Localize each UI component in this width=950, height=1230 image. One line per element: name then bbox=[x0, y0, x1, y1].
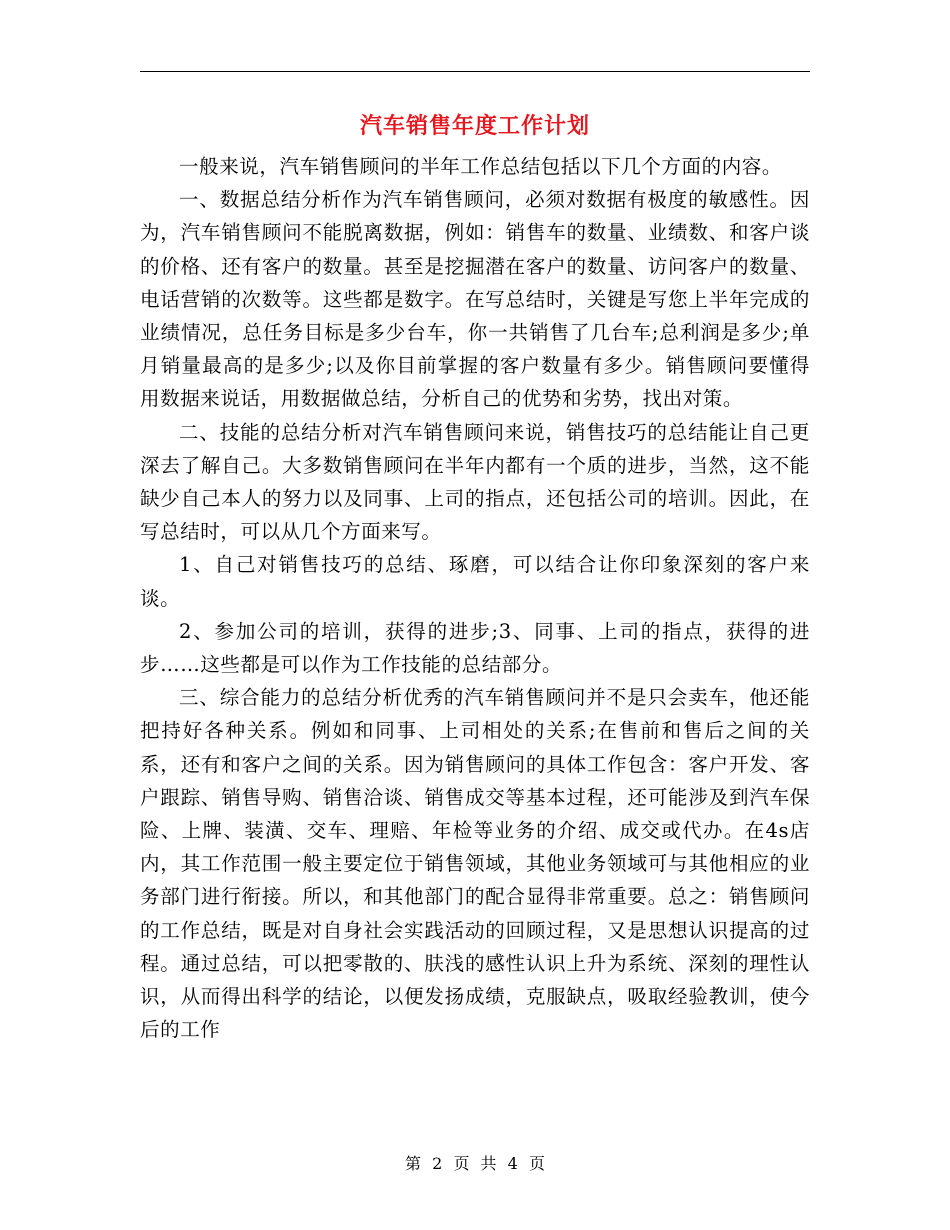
paragraph-intro: 一般来说，汽车销售顾问的半年工作总结包括以下几个方面的内容。 bbox=[179, 155, 783, 178]
footer-current-page: 2 bbox=[432, 1154, 443, 1173]
footer-label-unit-end: 页 bbox=[528, 1154, 545, 1173]
page-number-footer bbox=[140, 1154, 810, 1174]
header-rule bbox=[140, 71, 810, 72]
paragraph-skills-analysis: 二、技能的总结分析对汽车销售顾问来说，销售技巧的总结能让自己更深去了解自己。大多数销售顾问在半年内都有一个质的进步，当然，这不能缺少自己本人的努力以及同事、上司的指点，还包括公司的培训。因此，在写总结时，可以从几个方面来写。 bbox=[140, 420, 810, 544]
paragraph-item-1: 1、自己对销售技巧的总结、琢磨，可以结合让你印象深刻的客户来谈。 bbox=[140, 553, 810, 610]
paragraph-item-2: 2、参加公司的培训，获得的进步;3、同事、上司的指点，获得的进步……这些都是可以作为工作技能的总结部分。 bbox=[140, 619, 810, 677]
footer-label-page: 第 bbox=[405, 1154, 422, 1173]
paragraph-data-analysis: 一、数据总结分析作为汽车销售顾问，必须对数据有极度的敏感性。因为，汽车销售顾问不能脱离数据，例如：销售车的数量、业绩数、和客户谈的价格、还有客户的数量。甚至是挖掘潜在客户的数量、访问客户的数量、电话营销的次数等。这些都是数字。在写总结时，关键是写您上半年完成的业绩情况，总任务目标是多少台车，你一共销售了几台车;总利润是多少;单月销量最高的是多少;以及你目前掌握的客户数量有多少。销售顾问要懂得用数据来说话，用数据做总结，分析自己的优势和劣势，找出对策。 bbox=[140, 188, 810, 411]
document-title: 汽车销售年度工作计划 bbox=[359, 113, 590, 139]
document-body bbox=[140, 150, 810, 1046]
footer-total-pages: 4 bbox=[507, 1154, 518, 1173]
footer-label-unit: 页 bbox=[453, 1154, 470, 1173]
paragraph-comprehensive-analysis: 三、综合能力的总结分析优秀的汽车销售顾问并不是只会卖车，他还能把持好各种关系。例如和同事、上司相处的关系;在售前和售后之间的关系，还有和客户之间的关系。因为销售顾问的具体工作包含：客户开发、客户跟踪、销售导购、销售洽谈、销售成交等基本过程，还可能涉及到汽车保险、上牌、装潢、交车、理赔、年检等业务的介绍、成交或代办。在4s店内，其工作范围一般主要定位于销售领域，其他业务领域可与其他相应的业务部门进行衔接。所以，和其他部门的配合显得非常重要。总之：销售顾问的工作总结，既是对自身社会实践活动的回顾过程，又是思想认识提高的过程。通过总结，可以把零散的、肤浅的感性认识上升为系统、深刻的理性认识，从而得出科学的结论，以便发扬成绩，克服缺点，吸取经验教训，使今后的工作 bbox=[140, 686, 810, 1042]
footer-label-total: 共 bbox=[480, 1154, 497, 1173]
